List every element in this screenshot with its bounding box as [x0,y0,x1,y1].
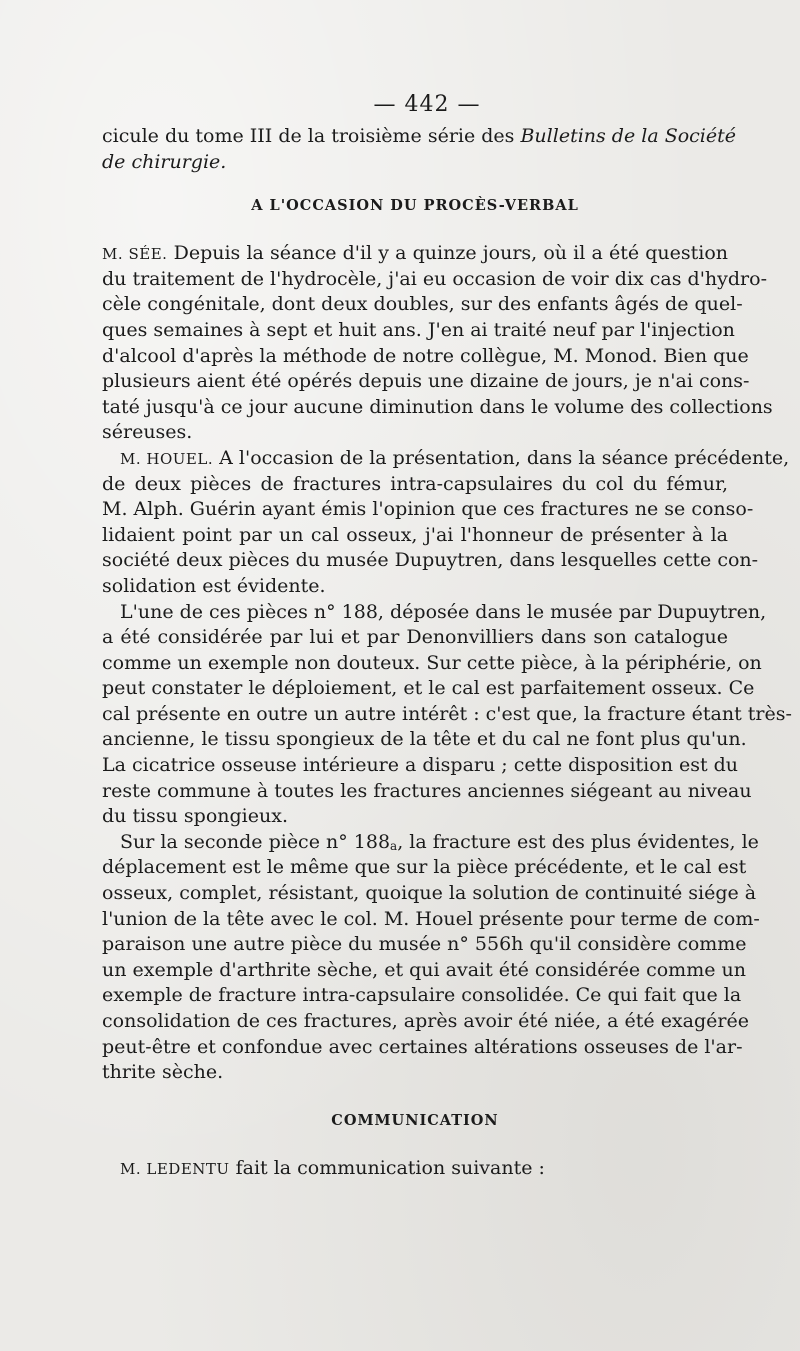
houel-p3-line-6: un exemple d'arthrite sèche, et qui avait été considérée comme un [102,958,746,981]
speaker-ledentu: M. LEDENTU [120,1159,230,1178]
intro-line-2 [102,150,728,176]
houel-p3-line-3: osseux, complet, résistant, quoique la solution de continuité siége à [102,882,757,905]
see-line-4: ques semaines à sept et huit ans. J'en ai traité neuf par l'injection [102,318,735,341]
houel-p3-line-5: paraison une autre pièce du musée n° 556h qu'il considère comme [102,933,747,956]
ledentu-line: M. LEDENTU fait la communication suivante : [120,1156,545,1179]
journal-title-cont: de chirurgie. [102,150,227,173]
speaker-see: M. SÉE. [102,245,168,264]
houel-p3-line-7: exemple de fracture intra-capsulaire consolidée. Ce qui fait que la [102,984,742,1007]
houel-p3-line-9: peut-être et confondue avec certaines altérations osseuses de l'ar- [102,1035,743,1058]
see-line-1: M. SÉE. Depuis la séance d'il y a quinze jours, où il a été question [102,242,728,265]
heading-communication: COMMUNICATION [331,1111,499,1129]
houel-p2-line-5: cal présente en outre un autre intérêt : c'est que, la fracture étant très- [102,702,792,725]
houel-p3-line-1: Sur la seconde pièce n° $188_a$, la fracture est des plus évidentes, le [120,830,759,853]
houel-p2-line-7: La cicatrice osseuse intérieure a disparu ; cette disposition est du [102,754,739,777]
houel-p2-line-8: reste commune à toutes les fractures anciennes siégeant au niveau [102,779,752,802]
houel-line-6: solidation est évidente. [102,574,326,597]
houel-p3-line-4: l'union de la tête avec le col. M. Houel présente pour terme de com- [102,907,760,930]
houel-p2-line-2: a été considérée par lui et par Denonvilliers dans son catalogue [102,626,728,649]
intro-line-1 [102,124,736,150]
houel-line-3: M. Alph. Guérin ayant émis l'opinion que ces fractures ne se conso- [102,498,754,521]
see-line-5: d'alcool d'après la méthode de notre collègue, M. Monod. Bien que [102,344,749,367]
page-number: — 442 — [373,92,481,117]
see-line-8: séreuses. [102,421,193,444]
houel-p2-line-4: peut constater le déploiement, et le cal est parfaitement osseux. Ce [102,677,755,700]
heading-proces-verbal: A L'OCCASION DU PROCÈS-VERBAL [251,197,579,215]
intro-text: cicule du tome III de la troisième série des [102,125,521,147]
houel-p3-line-10: thrite sèche. [102,1061,224,1084]
houel-line-4: lidaient point par un cal osseux, j'ai l'honneur de présenter à la [102,523,728,546]
houel-p2-line-3: comme un exemple non douteux. Sur cette pièce, à la périphérie, on [102,651,762,674]
see-line-7: taté jusqu'à ce jour aucune diminution dans le volume des collections [102,395,773,418]
houel-line-5: société deux pièces du musée Dupuytren, dans lesquelles cette con- [102,549,759,572]
speaker-houel: M. HOUEL. [120,449,214,468]
houel-p2-line-6: ancienne, le tissu spongieux de la tête et du cal ne font plus qu'un. [102,728,747,751]
page-content [102,86,792,1181]
see-line-2: du traitement de l'hydrocèle, j'ai eu occasion de voir dix cas d'hydro- [102,267,767,290]
houel-line-2: de deux pièces de fractures intra-capsulaires du col du fémur, [102,472,728,495]
journal-title: Bulletins de la Société [520,125,736,147]
houel-p2-line-9: du tissu spongieux. [102,805,288,828]
houel-p3-line-2: déplacement est le même que sur la pièce précédente, et le cal est [102,856,747,879]
houel-line-1: M. HOUEL. A l'occasion de la présentation, dans la séance précédente, [120,446,790,469]
houel-p2-line-1: L'une de ces pièces n° 188, déposée dans le musée par Dupuytren, [120,600,767,623]
see-line-3: cèle congénitale, dont deux doubles, sur des enfants âgés de quel- [102,293,743,316]
houel-p3-line-8: consolidation de ces fractures, après avoir été niée, a été exagérée [102,1010,749,1032]
see-line-6: plusieurs aient été opérés depuis une dizaine de jours, je n'ai cons- [102,370,750,393]
